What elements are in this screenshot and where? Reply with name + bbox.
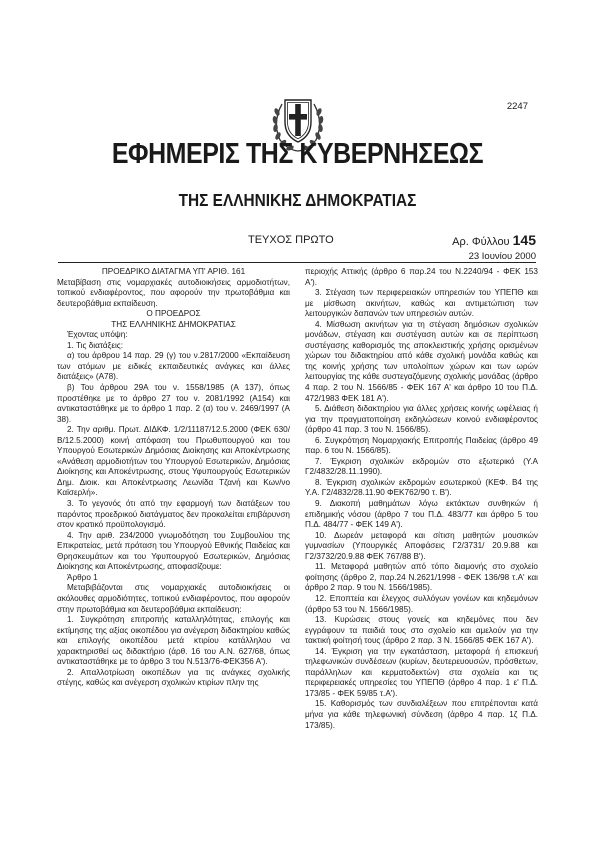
sheet-number-label: Αρ. Φύλλου	[452, 236, 510, 248]
paragraph: 3. Στέγαση των περιφερειακών υπηρεσιών του ΥΠΕΠΘ και με μίσθωση ακινήτων, καθώς και αντιμετώπιση των λειτουργικών δαπανών των υπηρεσιών αυτών.	[305, 288, 538, 319]
sheet-number-value: 145	[512, 232, 536, 248]
gazette-title: ΕΦΗΜΕΡΙΣ ΤΗΣ ΚΥΒΕΡΝΗΣΕΩΣ	[111, 138, 484, 170]
left-column	[57, 267, 290, 689]
paragraph: 8. Έγκριση σχολικών εκδρομών εσωτερικού (ΚΕΦ. Β4 της Υ.Α. Γ2/4832/28.11.90 ΦΕΚ762/90 τ. Β').	[305, 477, 538, 498]
paragraph: 12. Εποπτεία και έλεγχος συλλόγων γονέων και κηδεμόνων (άρθρο 53 του Ν. 1566/1985).	[305, 593, 538, 614]
paragraph: 1. Συγκρότηση επιτροπής καταλληλότητας, επιλογής και εκτίμησης της αξίας οικοπέδου για ανέγερση διδακτηρίου καθώς και επιλογής οικοπέδου μετά κτιρίου κατάλληλου να χαρακτηρισθεί ως διδακτήριο (άρθ. 16 του Α.Ν. 627/68, όπως αντικαταστάθηκε με το άρθρο 3 του Ν.513/76-ΦΕΚ356 Α').	[57, 615, 290, 667]
paragraph: Ο ΠΡΟΕΔΡΟΣ	[146, 309, 201, 319]
paragraph: 5. Διάθεση διδακτηρίου για άλλες χρήσεις κοινής ωφέλειας ή για την πραγματοποίηση εκδηλώσεων κοινού ενδιαφέροντος (άρθρο 41 παρ. 3 του Ν. 1566/85).	[305, 404, 538, 435]
paragraph: 13. Κυρώσεις στους γονείς και κηδεμόνες που δεν εγγράφουν τα παιδιά τους στο σχολείο και αμελούν για την τακτική φοίτησή τους (άρθρο 2 παρ. 3 Ν. 1566/85 ΦΕΚ 167 Α').	[305, 615, 538, 646]
paragraph: Έχοντας υπόψη:	[67, 330, 128, 340]
paragraph: Μεταβίβαση στις νομαρχιακές αυτοδιοικήσεις αρμοδιοτήτων, τοπικού ενδιαφέροντος, που αφορούν την πρωτοβάθμια και δευτεροβάθμια εκπαίδευση.	[57, 277, 290, 308]
paragraph: α) του άρθρου 14 παρ. 29 (γ) του ν.2817/2000 «Εκπαίδευση των ατόμων με ειδικές εκπαιδευτικές ανάγκες και άλλες διατάξεις» (Α78).	[57, 351, 290, 382]
paragraph: ΤΗΣ ΕΛΛΗΝΙΚΗΣ ΔΗΜΟΚΡΑΤΙΑΣ	[111, 319, 236, 329]
paragraph: 4. Μίσθωση ακινήτων για τη στέγαση δημόσιων σχολικών μονάδων, στέγαση και συστέγαση αυτών και σε περίπτωση συστέγασης καθορισμός της αποκλειστικής χρήσης ορισμένων χώρων του διδακτηρίου από κάθε σχολική μονάδα καθώς και της κοινής χρήσης των υπολοίπων χώρων και των ωρών λειτουργίας της κάθε συστεγαζόμενης σχολικής μονάδας (άρθρο 4 παρ. 2 του Ν. 1566/85 - ΦΕΚ 167 Α' και άρθρο 10 του Π.Δ. 472/1983 ΦΕΚ 181 Α').	[305, 319, 538, 403]
paragraph: Άρθρο 1	[67, 572, 98, 582]
paragraph: 7. Έγκριση σχολικών εκδρομών στο εξωτερικό (Υ.Α Γ2/4832/28.11.1990).	[305, 456, 538, 477]
sheet-number	[452, 232, 536, 248]
gazette-subtitle: ΤΗΣ ΕΛΛΗΝΙΚΗΣ ΔΗΜΟΚΡΑΤΙΑΣ	[178, 190, 417, 210]
issue-date: 23 Ιουνίου 2000	[468, 251, 536, 262]
right-column	[305, 267, 538, 731]
paragraph: 10. Δωρεάν μεταφορά και σίτιση μαθητών μουσικών γυμνασίων (Υπουργικές Αποφάσεις Γ2/3731/ 20.9.88 και Γ2/3732/20.9.88 ΦΕΚ 767/88 Β').	[305, 530, 538, 561]
paragraph: 4. Την αριθ. 234/2000 γνωμοδότηση του Συμβουλίου της Επικρατείας, μετά πρόταση του Υπουργού Εθνικής Παιδείας και Θρησκευμάτων και του Υφυπουργού Εσωτερικών, Δημόσιας Διοίκησης και Αποκέντρωσης, αποφασίζουμε:	[57, 530, 290, 572]
paragraph: περιοχής Αττικής (άρθρο 6 παρ.24 του Ν.2240/94 - ΦΕΚ 153 Α').	[305, 267, 538, 287]
paragraph: 9. Διακοπή μαθημάτων λόγω εκτάκτων συνθηκών ή επιδημικής νόσου (άρθρο 7 του Π.Δ. 483/77 και άρθρο 5 του Π.Δ. 484/77 - ΦΕΚ 149 Α').	[305, 499, 538, 530]
paragraph: 1. Τις διατάξεις:	[67, 340, 124, 350]
paragraph: 6. Συγκρότηση Νομαρχιακής Επιτροπής Παιδείας (άρθρο 49 παρ. 6 του Ν. 1566/85).	[305, 435, 538, 456]
paragraph: 2. Την αριθμ. Πρωτ. ΔΙΔΚΦ. 1/2/11187/12.5.2000 (ΦΕΚ 630/Β/12.5.2000) κοινή απόφαση του Πρωθυπουργού και του Υπουργού Εσωτερικών Δημόσιας Διοίκησης και Αποκέντρωσης «Ανάθεση αρμοδιοτήτων του Υπουργού Εσωτερικών, Δημόσιας Διοίκησης και Αποκέντρωσης, στους Υφυπουργούς Εσωτερικών Δημ. Διοικ. και Αποκέντρωσης Λεωνίδα Τζανή και Κων/νο Καϊσερλή».	[57, 425, 290, 498]
paragraph: 11. Μεταφορά μαθητών από τόπο διαμονής στο σχολείο φοίτησης (άρθρο 2, παρ.24 Ν.2621/1998 - ΦΕΚ 136/98 τ.Α' και άρθρο 2 παρ. 9 του Ν. 1566/1985).	[305, 562, 538, 593]
header-divider	[58, 262, 536, 263]
paragraph: 3. Το γεγονός ότι από την εφαρμογή των διατάξεων του παρόντος προεδρικού διατάγματος δεν προκαλείται επιβάρυνση στον κρατικό προϋπολογισμό.	[57, 499, 290, 530]
paragraph: β) Του άρθρου 29Α του ν. 1558/1985 (Α 137), όπως προστέθηκε με το άρθρο 27 του ν. 2081/1992 (Α154) και αντικαταστάθηκε με το άρθρο 1 παρ. 2 (α) του ν. 2469/1997 (Α 38).	[57, 383, 290, 424]
paragraph: ΠΡΟΕΔΡΙΚΟ ΔΙΑΤΑΓΜΑ ΥΠ' ΑΡΙΘ. 161	[101, 267, 246, 276]
paragraph: 15. Καθορισμός των συνδιαλέξεων που επιτρέπονται κατά μήνα για κάθε τηλεφωνική σύνδεση (άρθρο 4 παρ. 1ζ Π.Δ. 173/85).	[305, 699, 538, 730]
issue-series: ΤΕΥΧΟΣ ΠΡΩΤΟ	[248, 234, 334, 246]
page-number: 2247	[506, 101, 528, 112]
paragraph: 14. Έγκριση για την εγκατάσταση, μεταφορά ή επισκευή τηλεφωνικών συνδέσεων (κυρίων, δευτερευουσών, πρόσθετων, παράλληλων και κερματοδεκτών) στα σχολεία και τις περιφερειακές υπηρεσίες του ΥΠΕΠΘ (άρθρο 4 παρ. 1 ε' Π.Δ. 173/85 - ΦΕΚ 59/85 τ.Α').	[305, 646, 538, 698]
paragraph: Μεταβιβάζονται στις νομαρχιακές αυτοδιοικήσεις οι ακόλουθες αρμοδιότητες, τοπικού ενδιαφέροντος, που αφορούν στην πρωτοβάθμια και δευτεροβάθμια εκπαίδευση:	[57, 583, 290, 614]
paragraph: 2. Απαλλοτρίωση οικοπέδων για τις ανάγκες σχολικής στέγης, καθώς και ανέγερση σχολικών κτιρίων πλην της	[57, 667, 290, 688]
